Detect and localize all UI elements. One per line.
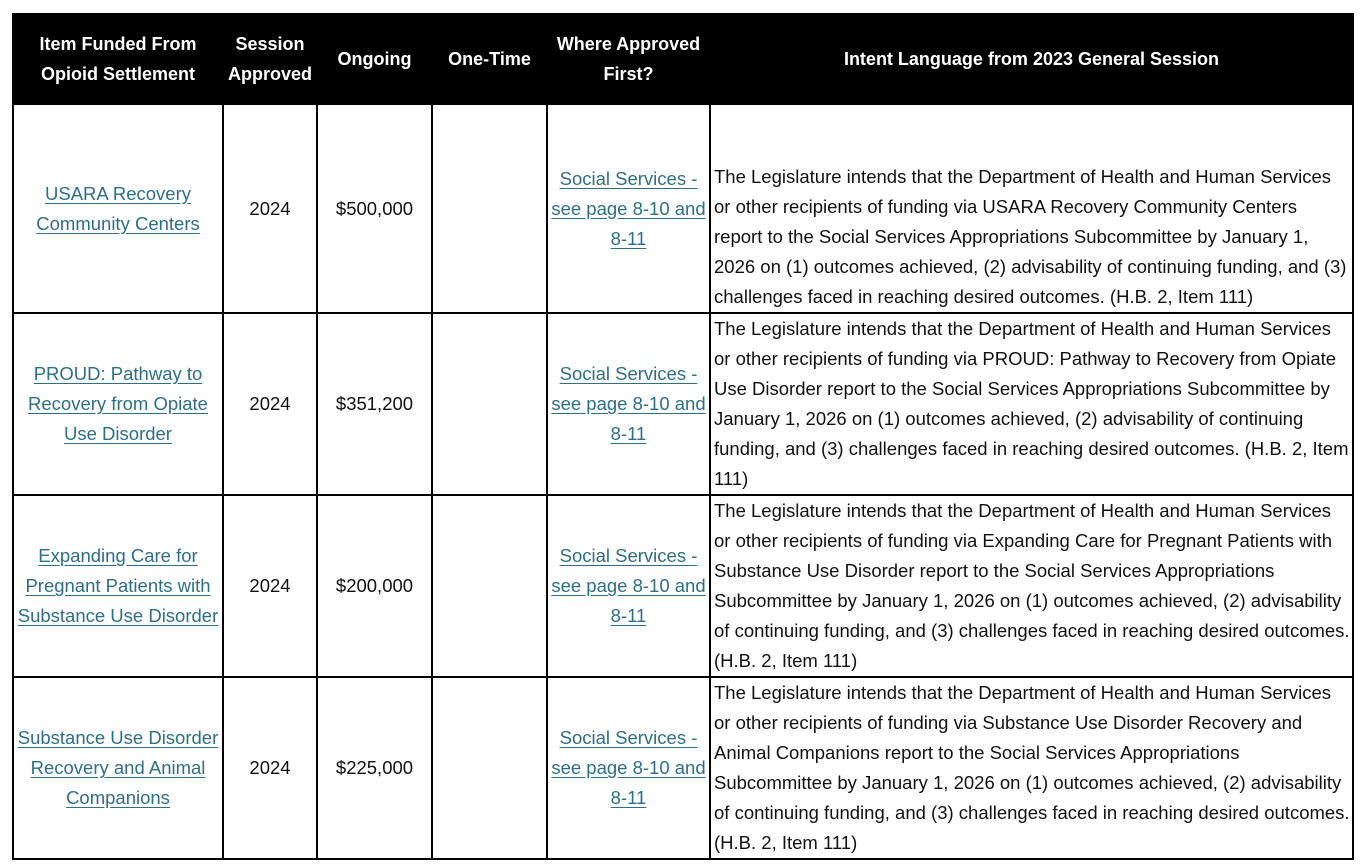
ongoing-cell: $225,000 (317, 677, 432, 859)
where-approved-link[interactable]: Social Services - see page 8-10 and 8-11 (551, 545, 706, 626)
table-body (13, 104, 1353, 859)
header-session-approved: Session Approved (223, 14, 317, 104)
header-item-funded: Item Funded From Opioid Settlement (13, 14, 223, 104)
header-row (13, 14, 1353, 104)
where-approved-link[interactable]: Social Services - see page 8-10 and 8-11 (551, 727, 706, 808)
intent-cell: The Legislature intends that the Department of Health and Human Services or other recipients of funding via Substance Use Disorder Recovery and Animal Companions report to the Social Services Appropriations Subcommittee by January 1, 2026 on (1) outcomes achieved, (2) advisability of continuing funding, and (3) challenges faced in reaching desired outcomes. (H.B. 2, Item 111) (710, 677, 1353, 859)
item-link[interactable]: PROUD: Pathway to Recovery from Opiate Use Disorder (28, 363, 208, 444)
item-cell (13, 104, 223, 313)
where-approved-link[interactable]: Social Services - see page 8-10 and 8-11 (551, 363, 706, 444)
item-link[interactable]: Substance Use Disorder Recovery and Animal Companions (17, 727, 219, 808)
where-cell (547, 104, 710, 313)
one-time-cell (432, 677, 547, 859)
one-time-cell (432, 313, 547, 495)
intent-cell: The Legislature intends that the Department of Health and Human Services or other recipients of funding via USARA Recovery Community Centers report to the Social Services Appropriations Subcommittee by January 1, 2026 on (1) outcomes achieved, (2) advisability of continuing funding, and (3) challenges faced in reaching desired outcomes. (H.B. 2, Item 111) (710, 104, 1353, 313)
header-ongoing: Ongoing (317, 14, 432, 104)
header-intent-language: Intent Language from 2023 General Session (710, 14, 1353, 104)
table-row (13, 313, 1353, 495)
opioid-settlement-table (12, 13, 1354, 860)
session-cell: 2024 (223, 104, 317, 313)
table-header (13, 14, 1353, 104)
ongoing-cell: $200,000 (317, 495, 432, 677)
intent-cell: The Legislature intends that the Department of Health and Human Services or other recipients of funding via Expanding Care for Pregnant Patients with Substance Use Disorder report to the Social Services Appropriations Subcommittee by January 1, 2026 on (1) outcomes achieved, (2) advisability of continuing funding, and (3) challenges faced in reaching desired outcomes. (H.B. 2, Item 111) (710, 495, 1353, 677)
table-row (13, 495, 1353, 677)
one-time-cell (432, 104, 547, 313)
item-link[interactable]: USARA Recovery Community Centers (36, 182, 200, 234)
session-cell: 2024 (223, 495, 317, 677)
where-approved-link[interactable]: Social Services - see page 8-10 and 8-11 (551, 167, 706, 249)
where-cell (547, 313, 710, 495)
item-cell (13, 495, 223, 677)
header-where-approved: Where Approved First? (547, 14, 710, 104)
table-row (13, 677, 1353, 859)
item-link[interactable]: Expanding Care for Pregnant Patients with Substance Use Disorder (17, 545, 219, 626)
session-cell: 2024 (223, 677, 317, 859)
item-cell (13, 313, 223, 495)
one-time-cell (432, 495, 547, 677)
where-cell (547, 495, 710, 677)
header-one-time: One-Time (432, 14, 547, 104)
session-cell: 2024 (223, 313, 317, 495)
where-cell (547, 677, 710, 859)
intent-cell: The Legislature intends that the Department of Health and Human Services or other recipients of funding via PROUD: Pathway to Recovery from Opiate Use Disorder report to the Social Services Appropriations Subcommittee by January 1, 2026 on (1) outcomes achieved, (2) advisability of continuing funding, and (3) challenges faced in reaching desired outcomes. (H.B. 2, Item 111) (710, 313, 1353, 495)
table-row (13, 104, 1353, 313)
ongoing-cell: $500,000 (317, 104, 432, 313)
item-cell (13, 677, 223, 859)
ongoing-cell: $351,200 (317, 313, 432, 495)
